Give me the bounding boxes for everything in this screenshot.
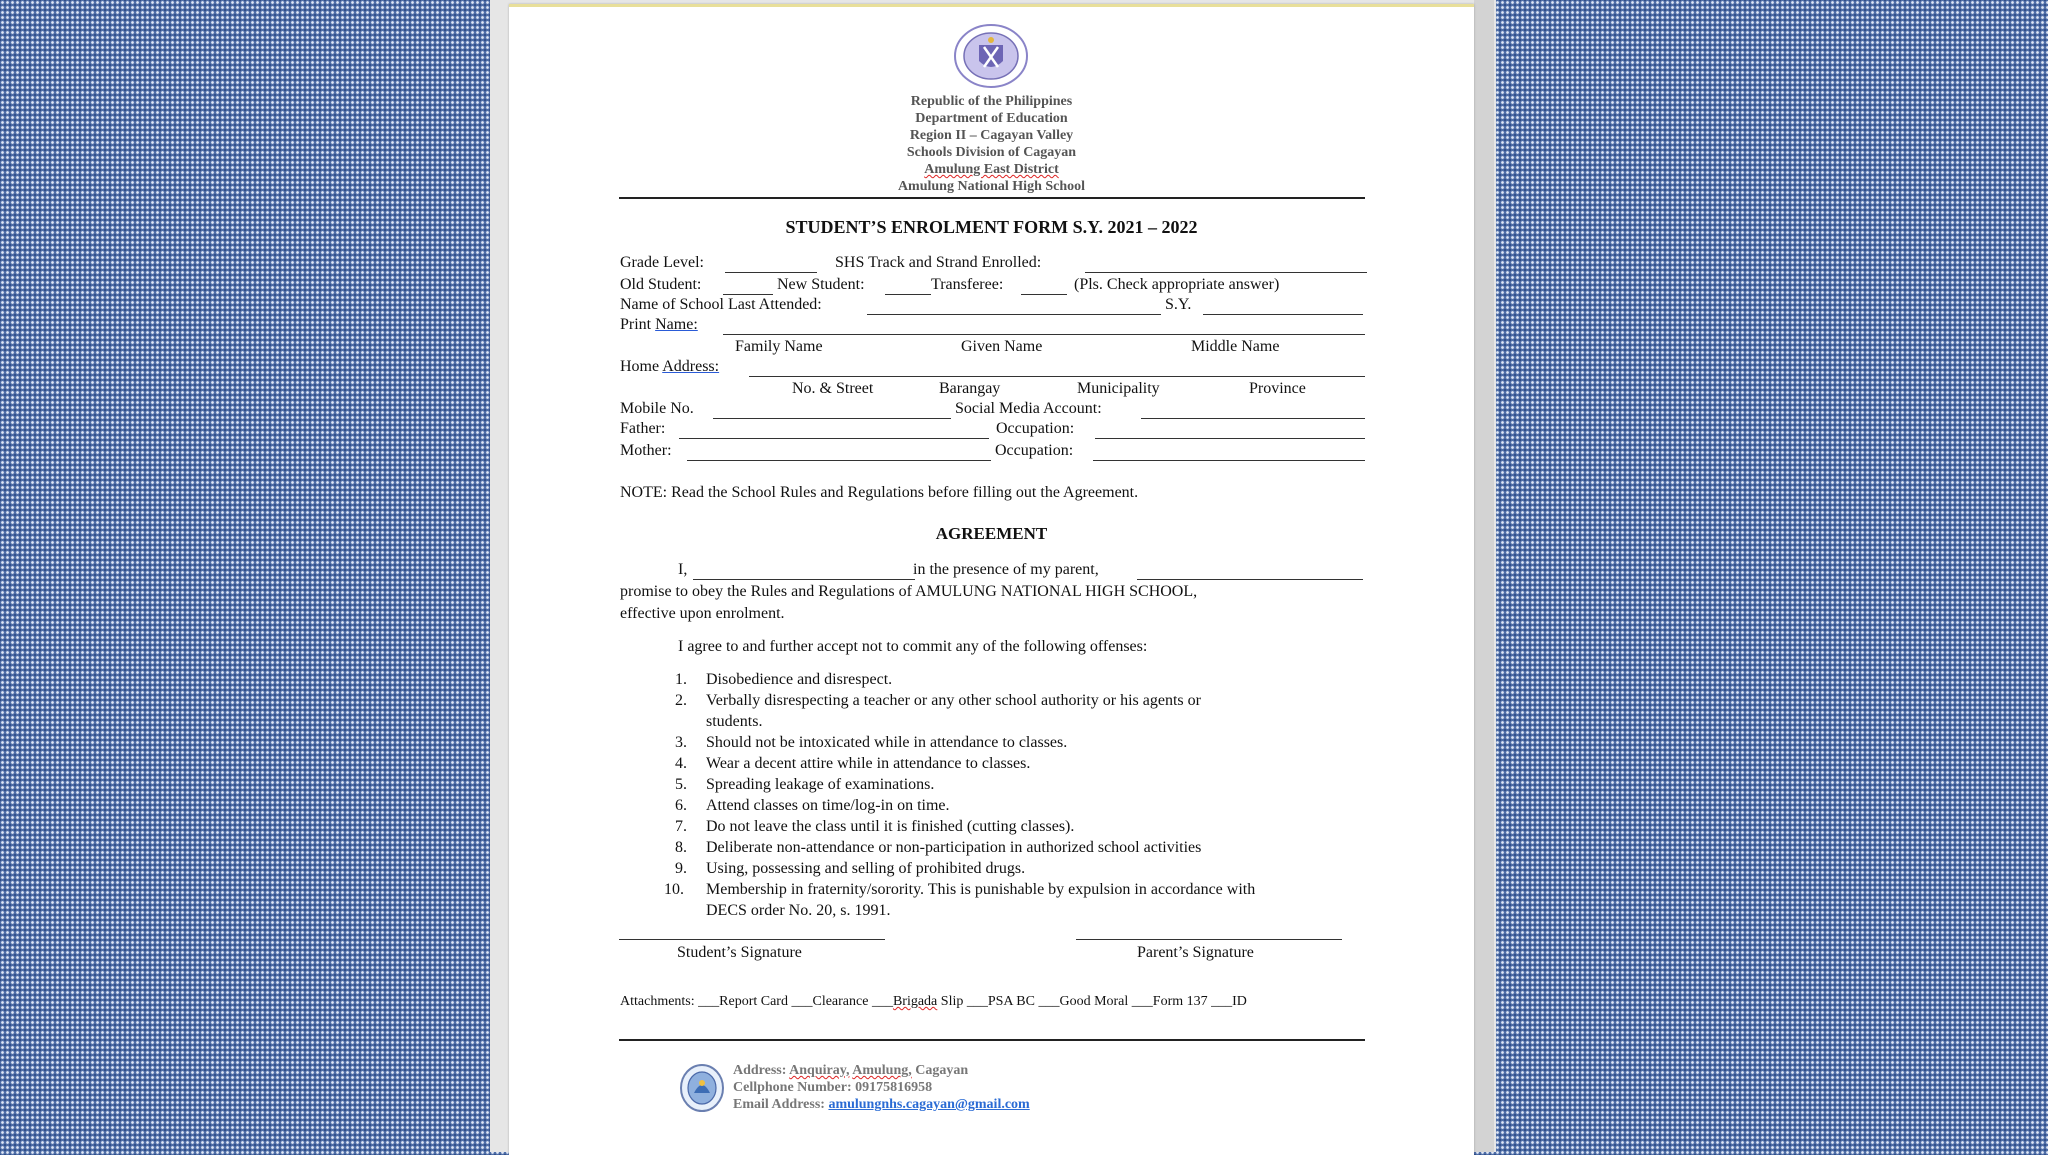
new-student-check[interactable] <box>885 294 931 295</box>
agreement-heading: AGREEMENT <box>935 524 1048 543</box>
mobile-label: Mobile No. <box>620 400 694 417</box>
offense-text: Membership in fraternity/sorority. This is punishable by expulsion in accordance with <box>706 881 1256 898</box>
offense-text: Attend classes on time/log-in on time. <box>706 797 950 814</box>
offense-number: 9. <box>675 860 687 877</box>
note-text: NOTE: Read the School Rules and Regulations before filling out the Agreement. <box>620 484 1139 501</box>
attachment-brigada: Brigada <box>892 994 938 1009</box>
header-school: Amulung National High School <box>897 179 1086 194</box>
transferee-check[interactable] <box>1021 294 1067 295</box>
parent-signature-line[interactable] <box>1076 939 1342 940</box>
school-logo-icon <box>679 1063 725 1113</box>
mother-label: Mother: <box>620 442 672 459</box>
social-media-field[interactable] <box>1141 418 1365 419</box>
mobile-field[interactable] <box>713 418 951 419</box>
agreement-parent-name-field[interactable] <box>1137 579 1363 580</box>
header-division: Schools Division of Cagayan <box>906 145 1077 160</box>
header-republic: Republic of the Philippines <box>910 94 1073 109</box>
school-last-field[interactable] <box>867 314 1161 315</box>
street-caption: No. & Street <box>792 380 874 397</box>
offense-text: Should not be intoxicated while in attendance to classes. <box>706 734 1068 751</box>
footer-phone: Cellphone Number: 09175816958 <box>733 1080 933 1095</box>
transferee-label: Transferee: <box>931 276 1004 293</box>
social-media-label: Social Media Account: <box>955 400 1102 417</box>
offense-text: Deliberate non-attendance or non-participation in authorized school activities <box>706 839 1202 856</box>
old-student-label: Old Student: <box>620 276 702 293</box>
province-caption: Province <box>1249 380 1306 397</box>
offense-number: 1. <box>675 671 687 688</box>
school-last-label: Name of School Last Attended: <box>620 296 822 313</box>
agreement-intro: I agree to and further accept not to commit any of the following offenses: <box>678 638 1148 655</box>
print-name-label: Print Name: <box>620 316 698 333</box>
offense-number: 6. <box>675 797 687 814</box>
offense-number: 3. <box>675 734 687 751</box>
grade-level-label: Grade Level: <box>620 254 704 271</box>
offense-text: Do not leave the class until it is finished (cutting classes). <box>706 818 1075 835</box>
home-address-label: Home Address: <box>620 358 720 375</box>
old-student-check[interactable] <box>723 294 773 295</box>
offense-number: 2. <box>675 692 687 709</box>
print-name-field[interactable] <box>723 334 1365 335</box>
offense-number: 10. <box>664 881 684 898</box>
footer-address: Address: Anquiray, Amulung, Cagayan <box>733 1063 969 1078</box>
footer-divider <box>619 1039 1365 1041</box>
offense-text: Disobedience and disrespect. <box>706 671 893 688</box>
parent-signature-label: Parent’s Signature <box>1137 944 1254 961</box>
deped-seal-icon <box>951 23 1031 89</box>
attachment-good-moral: Good Moral <box>1059 994 1129 1009</box>
grade-level-field[interactable] <box>725 272 817 273</box>
shs-track-label: SHS Track and Strand Enrolled: <box>835 254 1042 271</box>
father-occupation-field[interactable] <box>1095 438 1365 439</box>
attachment-psa: PSA BC <box>987 994 1035 1009</box>
attachment-clearance: Clearance <box>812 994 869 1009</box>
agreement-presence: in the presence of my parent, <box>913 561 1099 578</box>
page-edge-shadow <box>1474 0 1494 1152</box>
mother-occupation-label: Occupation: <box>995 442 1074 459</box>
attachments-line: Attachments: ___Report Card ___Clearance ___Brigada Slip ___PSA BC ___Good Moral ___Form 137 ___ID <box>620 994 1247 1009</box>
agreement-promise: promise to obey the Rules and Regulations of AMULUNG NATIONAL HIGH SCHOOL, <box>620 583 1198 600</box>
agreement-i: I, <box>678 561 688 578</box>
offense-text: Verbally disrespecting a teacher or any other school authority or his agents or <box>706 692 1201 709</box>
municipality-caption: Municipality <box>1077 380 1160 397</box>
form-title: STUDENT’S ENROLMENT FORM S.Y. 2021 – 2022 <box>785 217 1198 237</box>
attachment-form137: Form 137 <box>1152 994 1208 1009</box>
sy-field[interactable] <box>1203 314 1363 315</box>
attachments-label: Attachments: <box>620 994 695 1009</box>
middle-name-caption: Middle Name <box>1191 338 1280 355</box>
header-district: Amulung East District <box>924 162 1059 177</box>
sy-label: S.Y. <box>1165 296 1192 313</box>
check-note: (Pls. Check appropriate answer) <box>1074 276 1280 293</box>
header-divider <box>619 197 1365 199</box>
father-label: Father: <box>620 420 666 437</box>
offense-text: Using, possessing and selling of prohibited drugs. <box>706 860 1026 877</box>
offense-text: Spreading leakage of examinations. <box>706 776 935 793</box>
barangay-caption: Barangay <box>939 380 1001 397</box>
header-region: Region II – Cagayan Valley <box>909 128 1074 143</box>
shs-track-field[interactable] <box>1085 272 1367 273</box>
given-name-caption: Given Name <box>961 338 1043 355</box>
header-department: Department of Education <box>915 111 1068 126</box>
family-name-caption: Family Name <box>735 338 823 355</box>
offense-text: DECS order No. 20, s. 1991. <box>706 902 891 919</box>
father-field[interactable] <box>679 438 989 439</box>
offense-number: 5. <box>675 776 687 793</box>
document-page <box>509 4 1474 1155</box>
offense-number: 4. <box>675 755 687 772</box>
student-signature-label: Student’s Signature <box>677 944 802 961</box>
mother-occupation-field[interactable] <box>1093 460 1365 461</box>
offense-text: Wear a decent attire while in attendance to classes. <box>706 755 1031 772</box>
attachment-slip: Slip <box>937 994 964 1009</box>
home-address-field[interactable] <box>749 376 1365 377</box>
offense-number: 7. <box>675 818 687 835</box>
footer-email-link[interactable]: amulungnhs.cagayan@gmail.com <box>828 1097 1030 1112</box>
mother-field[interactable] <box>687 460 991 461</box>
agreement-student-name-field[interactable] <box>693 579 915 580</box>
footer-email: Email Address: amulungnhs.cagayan@gmail.com <box>733 1097 1030 1112</box>
student-signature-line[interactable] <box>619 939 885 940</box>
father-occupation-label: Occupation: <box>996 420 1075 437</box>
attachment-report-card: Report Card <box>719 994 788 1009</box>
attachment-id: ID <box>1232 994 1247 1009</box>
new-student-label: New Student: <box>777 276 865 293</box>
offense-number: 8. <box>675 839 687 856</box>
offense-text: students. <box>706 713 763 730</box>
agreement-effective: effective upon enrolment. <box>620 605 785 622</box>
